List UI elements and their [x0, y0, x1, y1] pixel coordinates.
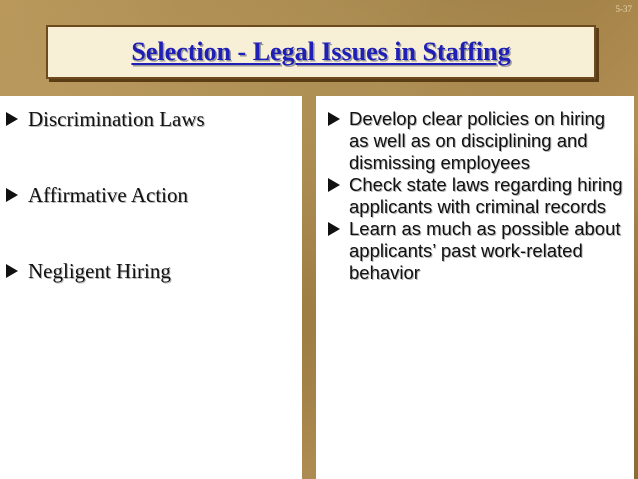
square-bullet-icon	[328, 222, 340, 236]
left-bullet-item	[0, 106, 302, 182]
square-bullet-icon	[6, 188, 18, 202]
left-bullet-item	[0, 258, 302, 334]
left-bullet-text: Negligent Hiring	[28, 259, 171, 283]
title-box	[46, 25, 596, 79]
right-bullet-item	[316, 218, 634, 284]
right-bullet-item	[316, 108, 634, 174]
left-panel	[0, 96, 302, 479]
square-bullet-icon	[328, 178, 340, 192]
right-panel	[316, 96, 634, 479]
left-bullet-text: Affirmative Action	[28, 183, 188, 207]
right-bullet-item	[316, 174, 634, 218]
left-bullet-list	[0, 96, 302, 334]
right-bullet-text: Check state laws regarding hiring applicants with criminal records	[349, 174, 623, 217]
left-bullet-text: Discrimination Laws	[28, 107, 205, 131]
slide-number: 5-37	[615, 4, 632, 14]
square-bullet-icon	[6, 112, 18, 126]
right-bullet-text: Learn as much as possible about applicants’ past work-related behavior	[349, 218, 621, 283]
slide-title: Selection - Legal Issues in Staffing	[131, 37, 511, 66]
right-bullet-list	[316, 96, 634, 284]
square-bullet-icon	[328, 112, 340, 126]
right-bullet-text: Develop clear policies on hiring as well as on disciplining and dismissing employees	[349, 108, 606, 173]
square-bullet-icon	[6, 264, 18, 278]
left-bullet-item	[0, 182, 302, 258]
